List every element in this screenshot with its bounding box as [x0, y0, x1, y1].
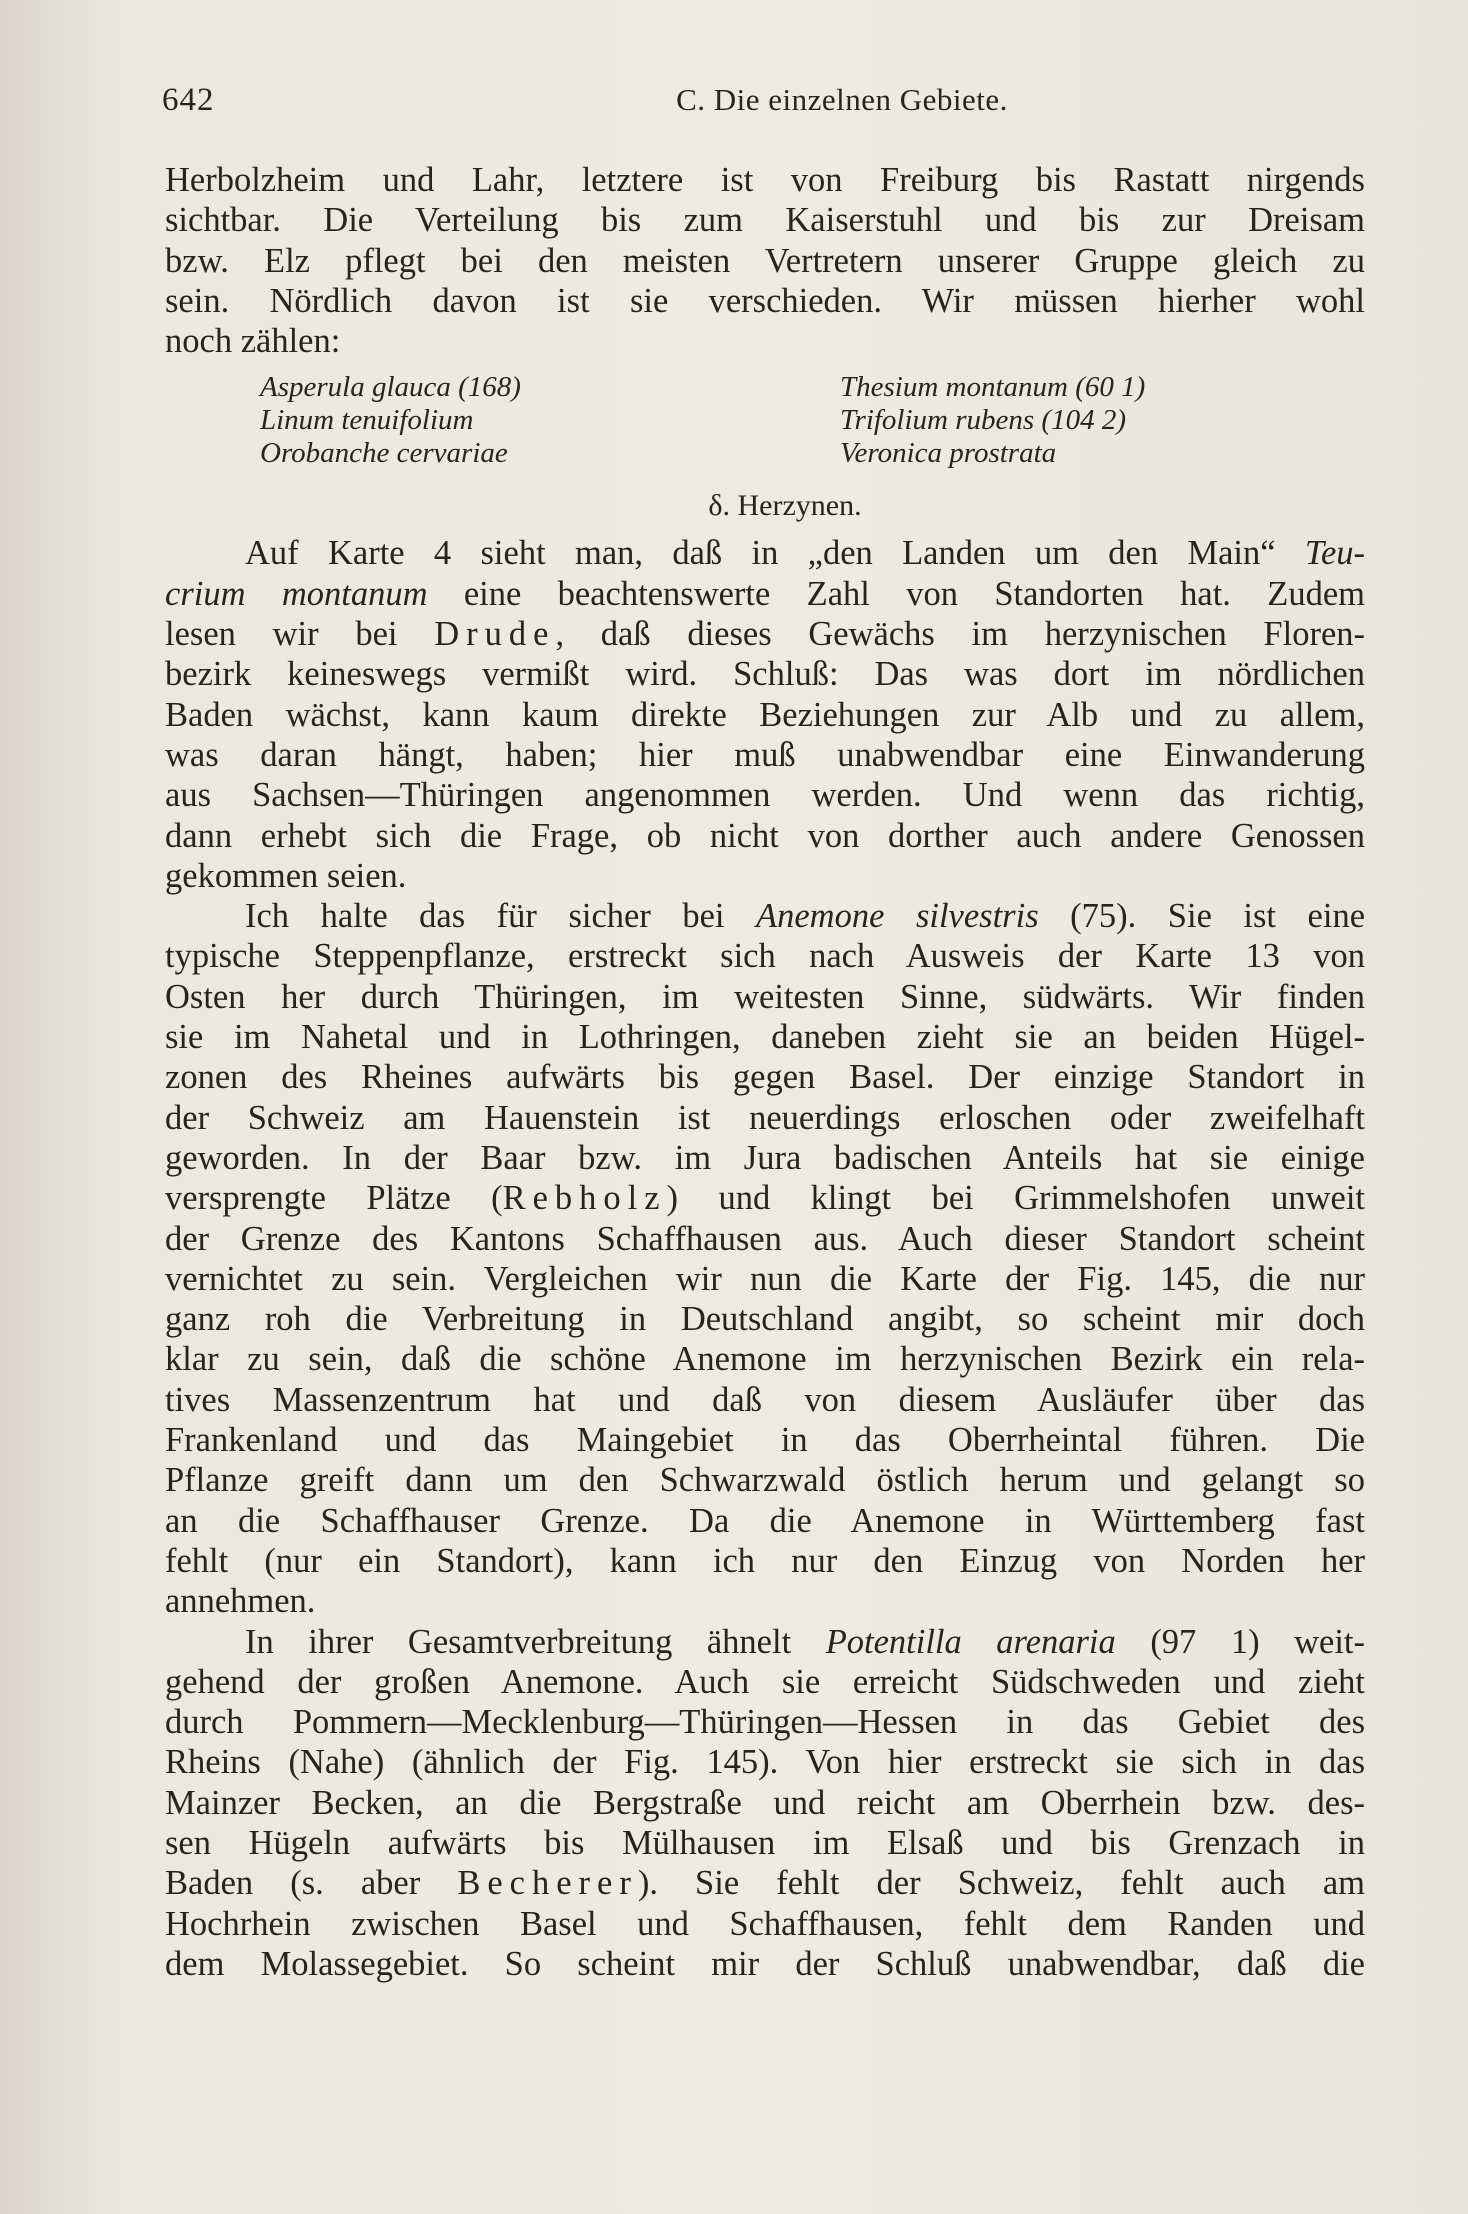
- text-line: Mainzer Becken, an die Bergstraße und reicht am Oberrhein bzw. des-: [165, 1783, 1365, 1822]
- text-line: dem Molassegebiet. So scheint mir der Schluß unabwendbar, daß die: [165, 1944, 1365, 1983]
- paragraph-4: [165, 1622, 1365, 1985]
- author-name: Becherer: [457, 1864, 638, 1903]
- text-line: Rheins (Nahe) (ähnlich der Fig. 145). Von hier erstreckt sie sich in das: [165, 1743, 1365, 1782]
- text-line: [165, 1863, 1365, 1903]
- text-line: noch zählen:: [165, 322, 341, 361]
- author-name: Drude: [434, 615, 556, 654]
- paragraph-3: [165, 896, 1365, 1621]
- species-column-left: [260, 371, 521, 470]
- italic-term: Anemone silvestris: [756, 897, 1039, 936]
- text-run: Ich halte das für sicher bei: [245, 897, 757, 936]
- species-item: Linum tenuifolium: [260, 404, 474, 437]
- text-run: eine beachtenswerte Zahl von Standorten hat. Zudem: [427, 574, 1366, 613]
- author-name: Rebholz: [502, 1179, 667, 1218]
- text-line: durch Pommern—Mecklenburg—Thüringen—Hessen in das Gebiet des: [165, 1703, 1365, 1742]
- text-line: der Grenze des Kantons Schaffhausen aus. Auch dieser Standort scheint: [165, 1219, 1365, 1258]
- text-run: (75). Sie ist eine: [1038, 897, 1366, 936]
- text-line: Herbolzheim und Lahr, letztere ist von Freiburg bis Rastatt nirgends: [165, 161, 1365, 199]
- italic-term: Teu-: [1304, 534, 1365, 573]
- text-run: (97 1) weit-: [1115, 1622, 1365, 1661]
- text-run: In ihrer Gesamtverbreitung ähnelt: [245, 1622, 826, 1661]
- text-line: [165, 1178, 1365, 1218]
- text-line: geworden. In der Baar bzw. im Jura badischen Anteils hat sie einige: [165, 1138, 1365, 1177]
- text-line: [165, 896, 1365, 936]
- section-subheading: δ. Herzynen.: [708, 489, 862, 523]
- text-line: bezirk keineswegs vermißt wird. Schluß: Das was dort im nördlichen: [165, 655, 1365, 694]
- text-run: Auf Karte 4 sieht man, daß in „den Landen um den Main“: [245, 534, 1305, 573]
- page-header: [162, 82, 1372, 126]
- text-run: Baden (s. aber: [165, 1864, 458, 1903]
- italic-term: Potentilla arenaria: [825, 1622, 1116, 1661]
- text-line: klar zu sein, daß die schöne Anemone im herzynischen Bezirk ein rela-: [165, 1340, 1365, 1379]
- text-line: gehend der großen Anemone. Auch sie erreicht Südschweden und zieht: [165, 1662, 1365, 1701]
- species-item: Trifolium rubens (104 2): [840, 404, 1126, 437]
- text-line: was daran hängt, haben; hier muß unabwendbar eine Einwanderung: [165, 735, 1365, 774]
- text-line: aus Sachsen—Thüringen angenommen werden. Und wenn das richtig,: [165, 776, 1365, 815]
- text-line: sein. Nördlich davon ist sie verschieden. Wir müssen hierher wohl: [165, 281, 1365, 320]
- paragraph-1: [165, 160, 1365, 361]
- text-line: bzw. Elz pflegt bei den meisten Vertretern unserer Gruppe gleich zu: [165, 241, 1365, 280]
- text-run: lesen wir bei: [165, 615, 435, 654]
- text-line: Pflanze greift dann um den Schwarzwald östlich herum und gelangt so: [165, 1461, 1365, 1500]
- text-run: versprengte Plätze (: [165, 1179, 503, 1218]
- species-item: Veronica prostrata: [840, 437, 1057, 470]
- text-line: [165, 533, 1365, 573]
- text-run: ). Sie fehlt der Schweiz, fehlt auch am: [637, 1864, 1366, 1903]
- paragraph-2: [165, 533, 1365, 896]
- species-list: [165, 371, 1365, 477]
- text-line: der Schweiz am Hauenstein ist neuerdings erloschen oder zweifelhaft: [165, 1098, 1365, 1137]
- page-body: [165, 160, 1365, 1984]
- text-line: [165, 1622, 1365, 1662]
- text-line: dann erhebt sich die Frage, ob nicht von dorther auch andere Genossen: [165, 816, 1365, 855]
- text-run: , daß dieses Gewächs im herzynischen Floren-: [555, 615, 1365, 654]
- text-line: fehlt (nur ein Standort), kann ich nur den Einzug von Norden her: [165, 1541, 1365, 1580]
- text-line: zonen des Rheines aufwärts bis gegen Basel. Der einzige Standort in: [165, 1058, 1365, 1097]
- text-line: [165, 614, 1365, 654]
- text-line: tives Massenzentrum hat und daß von diesem Ausläufer über das: [165, 1380, 1365, 1419]
- text-line: gekommen seien.: [165, 856, 407, 895]
- italic-term: crium montanum: [165, 574, 428, 613]
- text-line: Frankenland und das Maingebiet in das Oberrheintal führen. Die: [165, 1421, 1365, 1460]
- species-item: Thesium montanum (60 1): [840, 371, 1146, 404]
- text-line: Hochrhein zwischen Basel und Schaffhausen, fehlt dem Randen und: [165, 1904, 1365, 1943]
- species-item: Asperula glauca (168): [260, 371, 521, 404]
- text-line: Osten her durch Thüringen, im weitesten Sinne, südwärts. Wir finden: [165, 977, 1365, 1016]
- text-line: sen Hügeln aufwärts bis Mülhausen im Elsaß und bis Grenzach in: [165, 1823, 1365, 1862]
- text-line: sie im Nahetal und in Lothringen, daneben zieht sie an beiden Hügel-: [165, 1018, 1365, 1057]
- text-line: vernichtet zu sein. Vergleichen wir nun die Karte der Fig. 145, die nur: [165, 1259, 1365, 1298]
- text-line: annehmen.: [165, 1582, 316, 1621]
- text-line: an die Schaffhauser Grenze. Da die Anemone in Württemberg fast: [165, 1501, 1365, 1540]
- text-line: typische Steppenpflanze, erstreckt sich nach Ausweis der Karte 13 von: [165, 937, 1365, 976]
- page-number: 642: [162, 82, 215, 118]
- species-column-right: [840, 371, 1145, 470]
- text-line: sichtbar. Die Verteilung bis zum Kaiserstuhl und bis zur Dreisam: [165, 201, 1365, 240]
- species-item: Orobanche cervariae: [260, 437, 508, 470]
- text-line: [165, 574, 1365, 614]
- running-title: C. Die einzelnen Gebiete.: [676, 82, 1008, 117]
- text-line: ganz roh die Verbreitung in Deutschland angibt, so scheint mir doch: [165, 1300, 1365, 1339]
- text-line: Baden wächst, kann kaum direkte Beziehungen zur Alb und zu allem,: [165, 695, 1365, 734]
- text-run: ) und klingt bei Grimmelshofen unweit: [666, 1179, 1365, 1218]
